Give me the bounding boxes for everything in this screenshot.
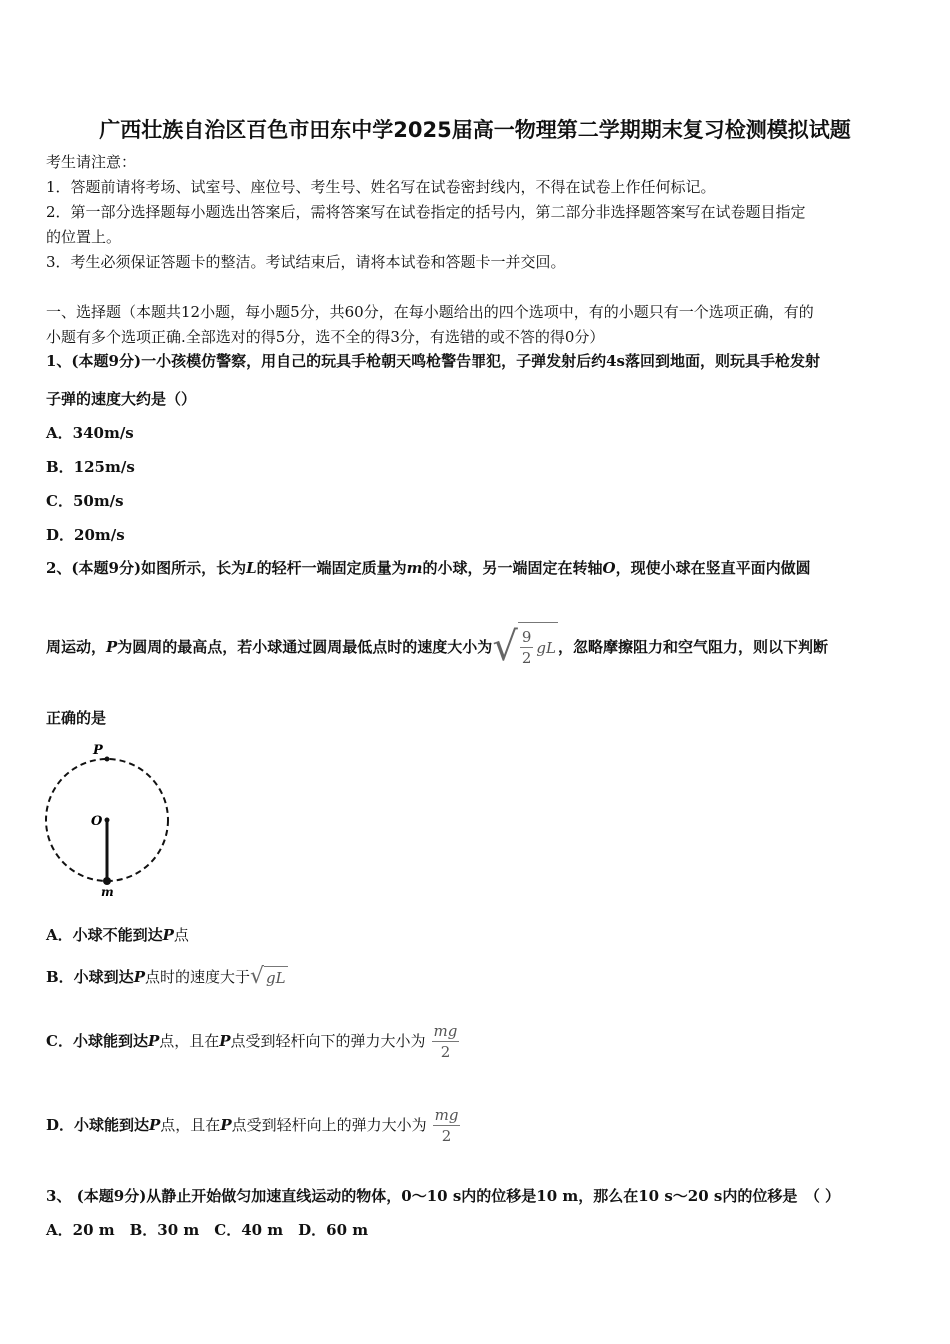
- question-1-option-a: A．340m/s: [46, 424, 134, 442]
- top-point: [105, 757, 110, 762]
- question-1-stem: 1、(本题9分)一小孩模仿警察，用自己的玩具手枪朝天鸣枪警告罪犯，子弹发射后约4s落回到地面，则玩具手枪发射: [46, 352, 820, 370]
- question-2-option-a: A．小球不能到达P点: [46, 926, 189, 944]
- question-1-stem-cont: 子弹的速度大约是（）: [46, 390, 197, 408]
- question-3-stem: 3、 (本题9分)从静止开始做匀加速直线运动的物体，0～10 s内的位移是10 m，那么在10 s～20 s内的位移是 （ ）: [46, 1187, 841, 1205]
- question-1-option-c: C．50m/s: [46, 492, 124, 510]
- section-heading: 一、选择题（本题共12小题，每小题5分，共60分，在每小题给出的四个选项中，有的小题只有一个选项正确，有的: [46, 303, 814, 321]
- question-2-stem-cont: 周运动， P 为圆周的最高点，若小球通过圆周最低点时的速度大小为 √ $\frac{9}{2}$ gL ，忽略摩擦阻力和空气阻力，则以下判断: [46, 620, 828, 674]
- notice-item: 1．答题前请将考场、试室号、座位号、考生号、姓名写在试卷密封线内，不得在试卷上作任何标记。: [46, 178, 716, 196]
- circle-diagram: [40, 740, 180, 900]
- question-2-option-d: D．小球能到达 P 点，且在 P 点受到轻杆向上的弹力大小为 $\frac{mg}{2}$: [46, 1105, 459, 1145]
- fraction-formula: $\frac{mg}{2}$: [433, 1021, 458, 1061]
- notice-item: 2．第一部分选择题每小题选出答案后，需将答案写在试卷指定的括号内，第二部分非选择题答案写在试卷题目指定: [46, 203, 806, 221]
- label-p: P: [93, 743, 103, 758]
- label-m: m: [101, 885, 114, 899]
- ball: [103, 877, 111, 885]
- section-heading-cont: 小题有多个选项正确.全部选对的得5分，选不全的得3分，有选错的或不答的得0分）: [46, 328, 605, 346]
- notice-item: 的位置上。: [46, 228, 122, 246]
- sqrt-formula: √ gL: [249, 964, 286, 989]
- question-1-option-b: B．125m/s: [46, 458, 135, 476]
- fraction-formula: $\frac{mg}{2}$: [434, 1105, 459, 1145]
- question-2-stem: 2、(本题9分)如图所示，长为L的轻杆一端固定质量为m的小球，另一端固定在转轴O，现使小球在竖直平面内做圆: [46, 559, 811, 577]
- question-1-option-d: D．20m/s: [46, 526, 125, 544]
- page-title: 广西壮族自治区百色市田东中学2025届高一物理第二学期期末复习检测模拟试题: [99, 118, 851, 142]
- notice-heading: 考生请注意：: [46, 153, 137, 171]
- question-2-stem-end: 正确的是: [46, 709, 107, 727]
- sqrt-formula: √ $\frac{9}{2}$ gL: [492, 622, 558, 673]
- question-2-option-b: B．小球到达 P 点时的速度大于 √ gL: [46, 964, 286, 989]
- notice-item: 3．考生必须保证答题卡的整洁。考试结束后，请将本试卷和答题卡一并交回。: [46, 253, 566, 271]
- question-3-options: A．20 m B．30 m C．40 m D．60 m: [46, 1221, 369, 1239]
- label-o: O: [91, 814, 103, 829]
- pivot-point: [105, 818, 110, 823]
- question-2-option-c: C．小球能到达 P 点，且在 P 点受到轻杆向下的弹力大小为 $\frac{mg}{2}$: [46, 1021, 458, 1061]
